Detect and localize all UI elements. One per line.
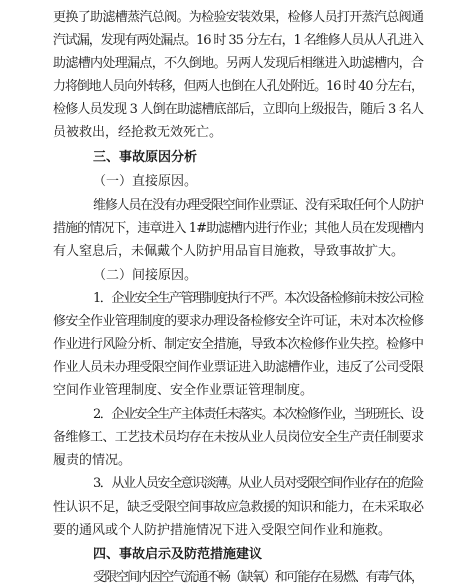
text-line-content: 作业进行风险分析、制定安全措施，导致本次检修作业失控。检修中 (53, 337, 424, 352)
text-line (0, 568, 476, 588)
text-line-content: 有人窒息后，未佩戴个人防护用品盲目施救，导致事故扩大。 (53, 244, 405, 259)
text-line (0, 312, 476, 332)
text-line (0, 100, 476, 120)
text-line (0, 242, 476, 262)
text-line-content: 空间作业管理制度、安全作业票证管理制度。 (53, 383, 314, 398)
text-line (0, 196, 476, 216)
text-line-content: 员被救出，经抢救无效死亡。 (53, 125, 223, 140)
text-line (0, 8, 476, 28)
text-line-content: 检修人员发现 3 人倒在助滤槽底部后，立即向上级报告，随后 3 名人 (53, 102, 424, 117)
text-line (0, 521, 476, 541)
text-line-content: 要的通风或个人防护措施情况下进入受限空间作业和施救。 (53, 523, 392, 538)
text-line (0, 405, 476, 425)
text-line (0, 31, 476, 51)
text-line (0, 54, 476, 74)
text-line (0, 77, 476, 97)
text-line (0, 358, 476, 378)
text-line-content: 3．从业人员安全意识淡薄。从业人员对受限空间作业存在的危险 (93, 476, 423, 491)
text-line (0, 123, 476, 143)
text-line-content: 力将倒地人员向外转移，但两人也倒在人孔处附近。16 时 40 分左右， (53, 79, 423, 94)
text-line-content: 履责的情况。 (53, 453, 132, 468)
text-line-content: 措施的情况下，违章进入 1#助滤槽内进行作业；其他人员在发现槽内 (53, 221, 424, 236)
text-line-content: （二）间接原因。 (93, 268, 198, 283)
text-line (0, 451, 476, 471)
text-line-content: 2．企业安全生产主体责任未落实。本次检修作业，当班班长、设 (93, 407, 423, 422)
text-line-content: 1．企业安全生产管理制度执行不严。本次设备检修前未按公司检 (93, 291, 423, 306)
text-line-content: 备维修工、工艺技术员均存在未按从业人员岗位安全生产责任制要求 (53, 430, 424, 445)
text-line (0, 474, 476, 494)
section-heading-text: 四、事故启示及防范措施建议 (93, 547, 263, 562)
text-line-content: 汽试漏，发现有两处漏点。16 时 35 分左右，1 名维修人员从人孔进入 (53, 33, 423, 48)
text-line-content: 助滤槽内处理漏点，不久倒地。另两人发现后相继进入助滤槽内，合 (53, 56, 424, 71)
text-line (0, 219, 476, 239)
text-line-content: 维修人员在没有办理受限空间作业票证、没有采取任何个人防护 (93, 198, 423, 213)
text-line-content: 受限空间内因空气流通不畅（缺氧）和可能存在易燃、有毒气体， (93, 570, 423, 585)
section-heading (0, 545, 476, 565)
text-line (0, 428, 476, 448)
text-line (0, 289, 476, 309)
text-line-content: 更换了助滤槽蒸汽总阀。为检验安装效果，检修人员打开蒸汽总阀通 (53, 10, 424, 25)
text-line (0, 381, 476, 401)
text-line-content: 修安全作业管理制度的要求办理设备检修安全许可证，未对本次检修 (53, 314, 424, 329)
section-heading-text: 三、事故原因分析 (93, 150, 198, 165)
text-line (0, 498, 476, 518)
text-line (0, 335, 476, 355)
text-line-content: 性认识不足，缺乏受限空间事故应急救援的知识和能力，在未采取必 (53, 500, 424, 515)
text-line-content: 作业人员未办理受限空间作业票证进入助滤槽作业，违反了公司受限 (53, 360, 424, 375)
text-line (0, 266, 476, 286)
text-line-content: （一）直接原因。 (93, 174, 198, 189)
text-line (0, 172, 476, 192)
section-heading (0, 148, 476, 168)
